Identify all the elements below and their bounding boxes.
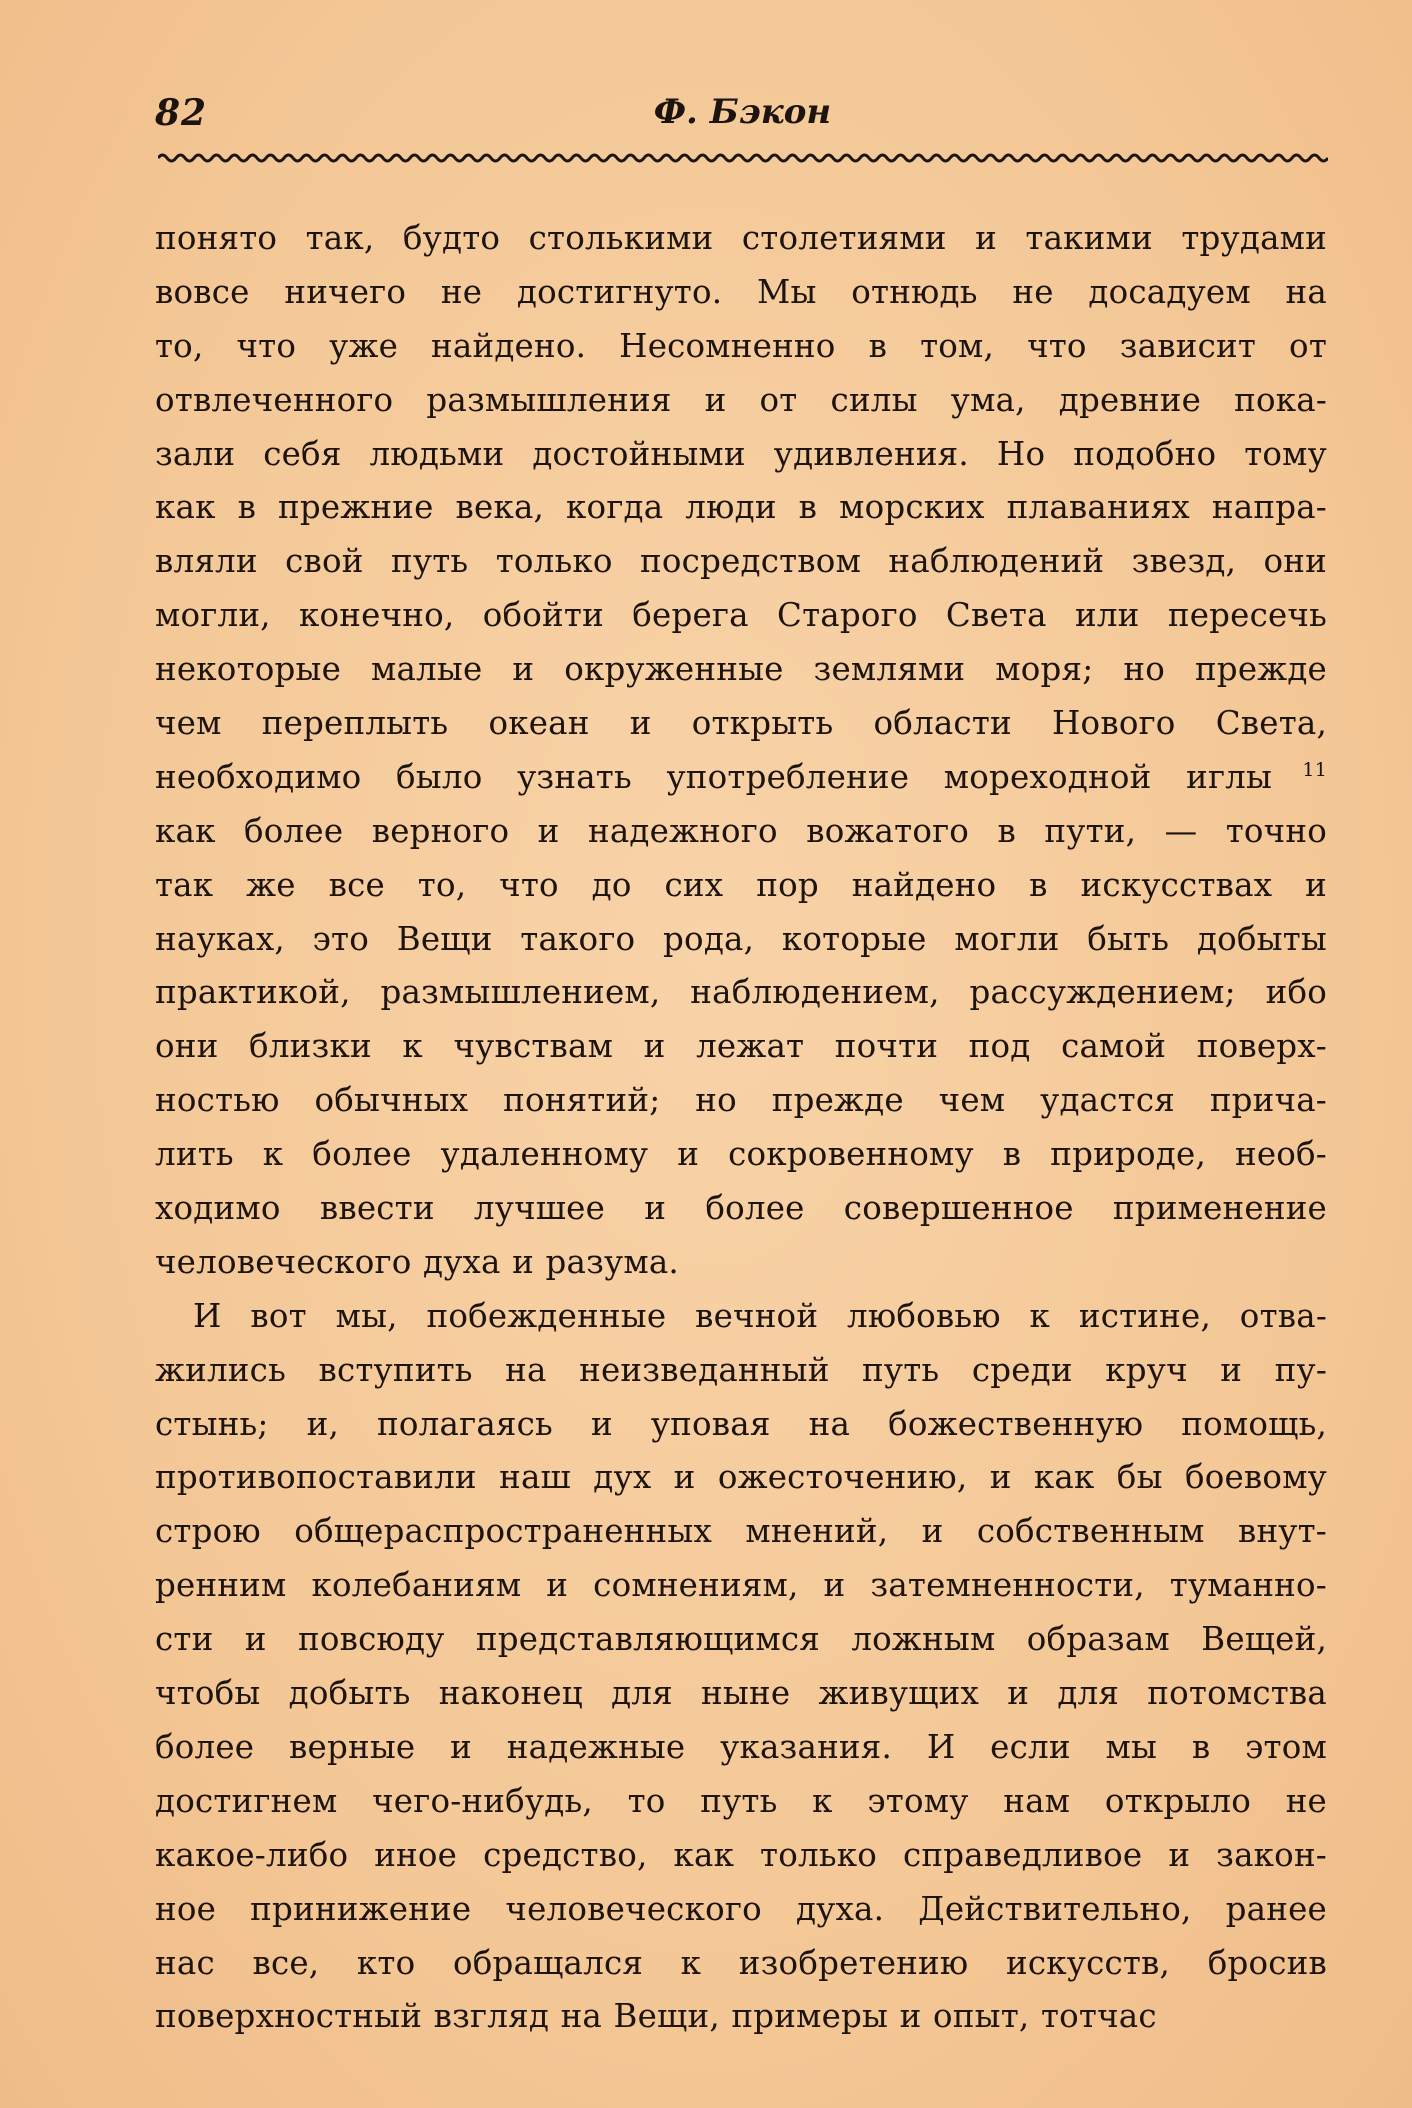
paragraph: [155, 1290, 1327, 2044]
text-line: И вот мы, побежденные вечной любовью к истине, отва-: [193, 1296, 1327, 1335]
text-line: они близки к чувствам и лежат почти под самой поверх-: [155, 1027, 1327, 1066]
text-line: вовсе ничего не достигнуто. Мы отнюдь не досадуем на: [155, 272, 1327, 311]
text-line: противопоставили наш дух и ожесточению, и как бы боевому: [155, 1458, 1327, 1497]
text-line: отвлеченного размышления и от силы ума, древние пока-: [155, 380, 1327, 419]
text-line: то, что уже найдено. Несомненно в том, что зависит от: [155, 326, 1327, 365]
text-line: какое-либо иное средство, как только справедливое и закон-: [155, 1835, 1327, 1874]
text-line: некоторые малые и окруженные землями моря; но прежде: [155, 650, 1327, 689]
text-line: ностью обычных понятий; но прежде чем удастся прича-: [155, 1081, 1327, 1120]
text-line: как в прежние века, когда люди в морских плаваниях напра-: [155, 488, 1327, 527]
page-header: [155, 92, 1330, 144]
text-line: чтобы добыть наконец для ныне живущих и для потомства: [155, 1674, 1327, 1713]
page-number: 82: [155, 92, 208, 134]
text-line: чем переплыть океан и открыть области Нового Света,: [155, 704, 1327, 743]
text-line: ное принижение человеческого духа. Действительно, ранее: [155, 1889, 1327, 1928]
text-line: строю общераспространенных мнений, и собственным внут-: [155, 1512, 1327, 1551]
text-line: ренним колебаниям и сомнениям, и затемненности, туманно-: [155, 1566, 1327, 1605]
text-line: могли, конечно, обойти берега Старого Света или пересечь: [155, 596, 1327, 635]
text-line: ходимо ввести лучшее и более совершенное применение: [155, 1189, 1327, 1228]
text-line: человеческого духа и разума.: [155, 1242, 679, 1281]
text-line: практикой, размышлением, наблюдением, рассуждением; ибо: [155, 973, 1327, 1012]
footnote-marker[interactable]: 11: [1272, 759, 1327, 782]
text-line: необходимо было узнать употребление мореходной иглы $^{11}$: [155, 757, 1327, 796]
text-line: вляли свой путь только посредством наблюдений звезд, они: [155, 542, 1327, 581]
text-line: как более верного и надежного вожатого в пути, — точно: [155, 811, 1327, 850]
text-line: жились вступить на неизведанный путь среди круч и пу-: [155, 1350, 1327, 1389]
paragraph: [155, 212, 1327, 1290]
text-line: более верные и надежные указания. И если мы в этом: [155, 1727, 1327, 1766]
text-line: так же все то, что до сих пор найдено в искусствах и: [155, 865, 1327, 904]
text-line: зали себя людьми достойными удивления. Но подобно тому: [155, 434, 1327, 473]
text-line: достигнем чего-нибудь, то путь к этому нам открыло не: [155, 1781, 1327, 1820]
text-line: лить к более удаленному и сокровенному в природе, необ-: [155, 1135, 1327, 1174]
text-line: науках, это Вещи такого рода, которые могли быть добыты: [155, 919, 1327, 958]
text-line: поверхностный взгляд на Вещи, примеры и опыт, тотчас: [155, 1997, 1157, 2036]
text-line: понято так, будто столькими столетиями и такими трудами: [155, 219, 1327, 257]
body-text: [155, 212, 1327, 2044]
text-line: сти и повсюду представляющимся ложным образам Вещей,: [155, 1620, 1327, 1659]
text-line: нас все, кто обращался к изобретению искусств, бросив: [155, 1943, 1327, 1982]
text-line: стынь; и, полагаясь и уповая на божественную помощь,: [155, 1404, 1327, 1443]
header-wavy-rule: [158, 152, 1328, 164]
running-head: Ф. Бэкон: [653, 92, 832, 132]
